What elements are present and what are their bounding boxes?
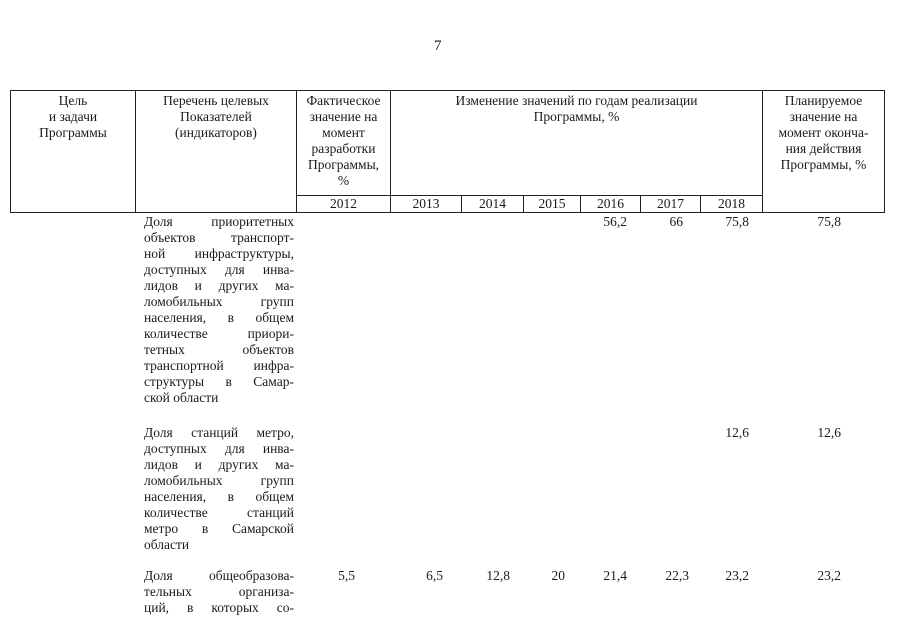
value-2014: 12,8 [486, 568, 510, 583]
year-header-2016: 2016 [597, 196, 624, 211]
indicator-text: Доля общеобразова- тельных организа- ций, в которых со- [144, 568, 294, 615]
header-planned-value: Планируемое значение на момент оконча- ния действия Программы, % [778, 93, 869, 172]
value-2013: 6,5 [426, 568, 443, 583]
header-bottom-border [10, 212, 884, 213]
table-top-border [10, 90, 884, 91]
year-header-2015: 2015 [538, 196, 566, 211]
value-2015: 20 [551, 568, 565, 583]
header-yearly-change: Изменение значений по годам реализации Программы, % [455, 93, 698, 124]
year-header-2017: 2017 [657, 196, 684, 211]
value-2017: 66 [669, 214, 683, 229]
header-actual-value: Фактическое значение на момент разработки Программы, % [306, 93, 381, 188]
year-header-2013: 2013 [412, 196, 440, 211]
page-number: 7 [434, 38, 442, 54]
indicator-text: Доля станций метро, доступных для инва- лидов и других ма- ломобильных групп населения, в общем количестве станций метро в Самарской области [144, 425, 294, 552]
header-indicators: Перечень целевых Показателей (индикаторов) [163, 93, 269, 140]
value-planned: 23,2 [817, 568, 841, 583]
year-header-2018: 2018 [718, 196, 745, 211]
year-header-2014: 2014 [479, 196, 506, 211]
value-2018: 75,8 [725, 214, 749, 229]
value-2012: 5,5 [338, 568, 355, 583]
value-planned: 75,8 [817, 214, 841, 229]
indicator-text: Доля приоритетных объектов транспорт- ной инфраструктуры, доступных для инва- лидов и других ма- ломобильных групп населения, в общем количестве приори- тетных объектов транспортной инфра- структуры в Самар- ской области [144, 214, 294, 405]
value-planned: 12,6 [817, 425, 841, 440]
column-divider [884, 90, 885, 213]
value-2016: 21,4 [603, 568, 627, 583]
value-2018: 23,2 [725, 568, 749, 583]
header-goal: Цель и задачи Программы [39, 93, 107, 140]
year-header-2012: 2012 [330, 196, 357, 211]
value-2018: 12,6 [725, 425, 749, 440]
value-2017: 22,3 [665, 568, 689, 583]
value-2016: 56,2 [603, 214, 627, 229]
